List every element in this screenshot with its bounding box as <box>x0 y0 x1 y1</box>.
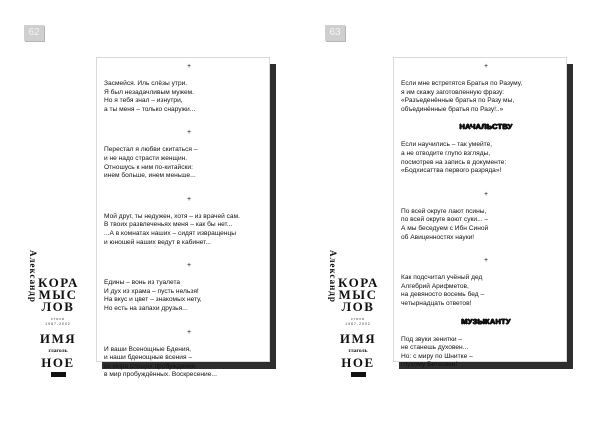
verse-line: Перестал я любви скитаться – <box>104 146 198 154</box>
verse-line: Мой друг, ты недужен, хотя – из врачей сам. <box>104 212 240 220</box>
years-label-right: стихи <box>350 317 365 321</box>
verse-line: И дух из храма – пусть нельзя! <box>104 287 199 295</box>
page-number-left: 62 <box>24 25 44 41</box>
separator: + <box>186 262 192 270</box>
verse-line: Я был незадачливым мужем. <box>104 88 195 96</box>
stanza <box>401 208 571 242</box>
verse-line: «Бодхисаттва первого разряда»! <box>401 167 502 175</box>
surname-line-3: ЛОВ <box>41 299 75 314</box>
verse-line: по всей округе воют суки... – <box>401 216 489 224</box>
verse-line: и наши бденощные всения – <box>104 354 193 362</box>
years-label: стихи <box>50 317 65 321</box>
verse-line: не станешь духовен... <box>401 344 469 352</box>
verse-line: Под звуки зенитки – <box>401 335 463 343</box>
title-line-1-right: ИМЯ <box>339 331 377 346</box>
title-small-right: глаголь <box>348 348 368 354</box>
surname-line-3-right: ЛОВ <box>341 299 375 314</box>
verse-line: «Разъеденённые братья по Разу мы, <box>401 97 515 105</box>
separator: + <box>186 195 192 203</box>
verse-line: Но: с миру по Шнитке – <box>401 352 473 360</box>
verse-line: а не отводите глупо взгляды, <box>401 149 491 157</box>
verse-line: Если мне встретятся Братья по Разуму, <box>401 80 523 87</box>
title-line-2: НОЕ <box>41 355 75 370</box>
separator: + <box>483 190 489 198</box>
verse-line: а ты меня – только снаружи... <box>104 105 196 113</box>
years-right: 1987-2002 <box>345 322 371 326</box>
poem-heading: НАЧАЛЬСТВУ <box>459 122 513 132</box>
verse-line: я им скажу заготовленную фразу: <box>401 88 505 96</box>
verse-line: Едины – вонь из туалета <box>104 279 181 287</box>
stanza <box>104 213 274 247</box>
verse-line: из мира спящих пробуждение <box>104 362 196 370</box>
verse-line: По всей округе лают псины, <box>401 207 487 215</box>
verse-line: Но есть на запахи друзья... <box>104 304 188 312</box>
separator: + <box>186 328 192 336</box>
title-line-2-right: НОЕ <box>341 355 375 370</box>
stanza <box>104 80 274 114</box>
separator: + <box>186 63 192 70</box>
author-block-left <box>28 250 92 370</box>
verse-line: инем больше, инем меньше... <box>104 172 196 180</box>
verse-line: и не надо страсти женщин. <box>104 154 188 162</box>
poem-heading: МУЗЫКАНТУ <box>461 316 511 326</box>
verse-line: Но я тебя знал – изнутри, <box>104 97 183 105</box>
verse-line: на девяносто восемь бед – <box>401 291 485 299</box>
stanza <box>401 274 571 308</box>
verse-line: четырнадцать ответов! <box>401 299 472 307</box>
stanza <box>401 141 571 175</box>
verse-line: в мир пробуждённых. Воскресение... <box>104 371 217 379</box>
years: 1987-2002 <box>45 322 71 326</box>
verse-line: глухому Бетховен! <box>401 361 458 369</box>
stanza <box>104 279 274 313</box>
verse-line: Засмейся. Иль слёзы утри. <box>104 80 188 87</box>
separator: + <box>483 257 489 265</box>
verse-line: и юношей наших ведут в кабинет... <box>104 238 211 246</box>
author-block-right <box>328 250 392 370</box>
stanza <box>401 80 571 114</box>
title-line-1: ИМЯ <box>39 331 77 346</box>
author-first-name-right: Александр <box>328 250 338 303</box>
verse-line: ...А в комнатах наших – сидят извращенцы <box>104 229 237 237</box>
verse-line: В твоих развлеченьях меня – как бы нет... <box>104 221 233 229</box>
publisher-stamp-right <box>351 372 366 377</box>
separator: + <box>186 129 192 137</box>
publisher-stamp <box>51 372 66 377</box>
verse-line: Как подсчитал учёный дед <box>401 274 483 282</box>
stanza <box>104 146 274 180</box>
author-first-name: Александр <box>28 250 38 303</box>
verse-line: Алгебрий Арифметов, <box>401 282 469 290</box>
separator: + <box>483 63 489 70</box>
verse-line: На вкус и цвет – знакомых нету, <box>104 296 202 304</box>
verse-line: объединённые братья по Разу!..» <box>401 105 504 113</box>
verse-line: Если научились – так умейте, <box>401 141 493 149</box>
page-number-right: 63 <box>325 25 345 41</box>
title-small: глаголь <box>48 348 68 354</box>
verse-line: посмотрев на запись в документе: <box>401 158 507 166</box>
verse-line: об Авиценностях науки! <box>401 233 475 241</box>
verse-line: А мы беседуем с Ибн Синой <box>401 224 489 232</box>
surname-line-2: МЫС <box>38 287 78 302</box>
stanza <box>401 336 571 370</box>
verse-line: Отношусь к ним по-китайски: <box>104 163 193 171</box>
surname-line-1: КОРА <box>38 275 79 290</box>
stanza <box>104 346 274 380</box>
verse-line: И ваши Всенощные Бдения, <box>104 345 192 353</box>
surname-line-2-right: МЫС <box>338 287 378 302</box>
right-poems <box>401 62 571 384</box>
surname-line-1-right: КОРА <box>338 275 379 290</box>
left-poems <box>104 62 274 394</box>
